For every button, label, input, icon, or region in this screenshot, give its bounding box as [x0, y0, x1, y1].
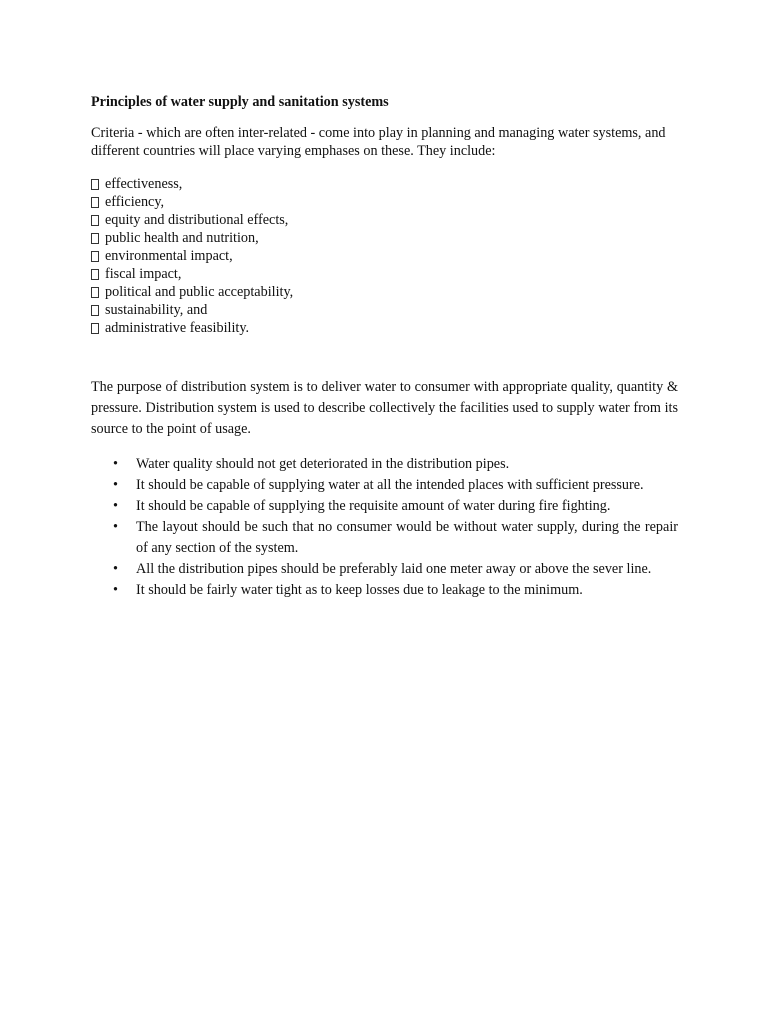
criteria-item — [91, 319, 678, 337]
missing-glyph-icon — [91, 287, 99, 298]
document-title: Principles of water supply and sanitation systems — [91, 94, 389, 110]
criteria-text: fiscal impact, — [105, 266, 182, 282]
criteria-text: sustainability, and — [105, 302, 208, 318]
list-item-text: Water quality should not get deteriorated in the distribution pipes. — [136, 456, 510, 472]
criteria-text: administrative feasibility. — [105, 320, 250, 336]
list-item — [91, 580, 678, 601]
missing-glyph-icon — [91, 323, 99, 334]
list-item — [91, 559, 678, 580]
document-page — [91, 93, 678, 601]
intro-paragraph: Criteria - which are often inter-related - come into play in planning and managing water systems, and different countries will place varying emphases on these. They include: — [91, 125, 666, 159]
criteria-text: efficiency, — [105, 194, 165, 210]
bullet-icon: • — [113, 519, 118, 535]
bullet-icon: • — [113, 477, 118, 493]
list-item-text: It should be capable of supplying water at all the intended places with sufficient pressure. — [136, 477, 644, 493]
criteria-text: political and public acceptability, — [105, 284, 294, 300]
list-item — [91, 475, 678, 496]
bullet-icon: • — [113, 456, 118, 472]
criteria-item — [91, 301, 678, 319]
criteria-text: effectiveness, — [105, 176, 183, 192]
criteria-item — [91, 265, 678, 283]
bullet-icon: • — [113, 582, 118, 598]
criteria-item — [91, 193, 678, 211]
missing-glyph-icon — [91, 215, 99, 226]
criteria-text: equity and distributional effects, — [105, 212, 289, 228]
bullet-icon: • — [113, 498, 118, 514]
criteria-item — [91, 211, 678, 229]
missing-glyph-icon — [91, 269, 99, 280]
list-item-text: The layout should be such that no consumer would be without water supply, during the repair of any section of the system. — [136, 519, 678, 556]
bullet-icon: • — [113, 561, 118, 577]
requirements-list — [91, 454, 678, 601]
list-item — [91, 517, 678, 559]
criteria-item — [91, 247, 678, 265]
missing-glyph-icon — [91, 251, 99, 262]
missing-glyph-icon — [91, 179, 99, 190]
criteria-item — [91, 175, 678, 193]
list-item — [91, 454, 678, 475]
list-item — [91, 496, 678, 517]
missing-glyph-icon — [91, 197, 99, 208]
criteria-item — [91, 229, 678, 247]
missing-glyph-icon — [91, 233, 99, 244]
criteria-text: environmental impact, — [105, 248, 233, 264]
list-item-text: All the distribution pipes should be preferably laid one meter away or above the sever line. — [136, 561, 652, 577]
list-item-text: It should be capable of supplying the requisite amount of water during fire fighting. — [136, 498, 611, 514]
list-item-text: It should be fairly water tight as to keep losses due to leakage to the minimum. — [136, 582, 583, 598]
criteria-text: public health and nutrition, — [105, 230, 259, 246]
criteria-item — [91, 283, 678, 301]
missing-glyph-icon — [91, 305, 99, 316]
purpose-paragraph: The purpose of distribution system is to deliver water to consumer with appropriate quality, quantity & pressure. Distribution system is used to describe collectively the facilities used to supply water from its source to the point of usage. — [91, 379, 678, 437]
criteria-list — [91, 175, 678, 337]
